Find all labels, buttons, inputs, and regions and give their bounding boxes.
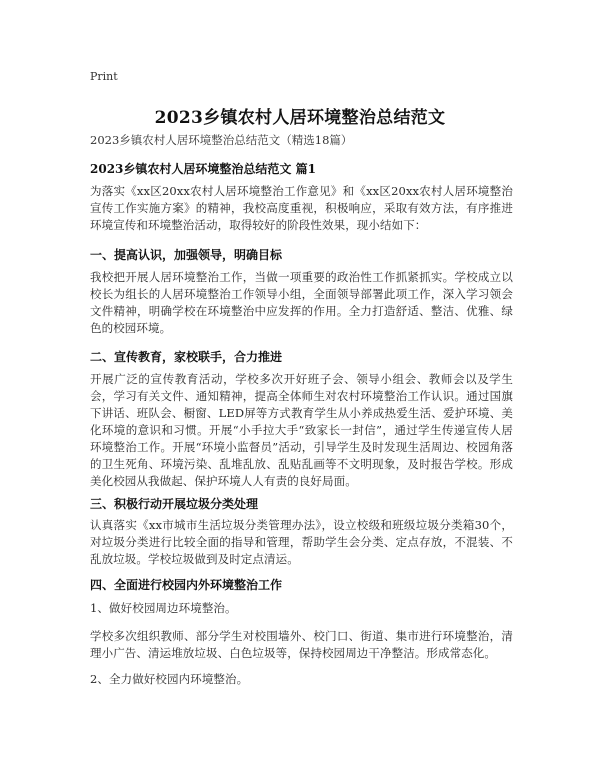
page-subtitle: 2023乡镇农村人居环境整治总结范文（精选18篇） bbox=[90, 133, 353, 147]
section-heading-4: 四、全面进行校园内外环境整治工作 bbox=[90, 578, 283, 592]
section-subheading-4-2: 2、全力做好校园内环境整治。 bbox=[90, 672, 249, 686]
section-body-4: 学校多次组织教师、部分学生对校围墙外、校门口、街道、集市进行环境整治，清理小广告、清运堆放垃圾、白色垃圾等，保持校园周边干净整洁。形成常态化。 bbox=[90, 629, 513, 660]
section-body-2: 开展广泛的宣传教育活动，学校多次开好班子会、领导小组会、教师会以及学生会，学习有关文件、通知精神，提高全体师生对农村环境整治工作认识。通过国旗下讲话、班队会、橱窗、LED屏等方式教育学生从小养成热爱生活、爱护环境、美化环境的意识和习惯。开展“小手拉大手“致家长一封信”，通过学生传递宣传人居环境整治工作。开展“环境小监督员”活动，引导学生及时发现生活周边、校园角落的卫生死角、环境污染、乱堆乱放、乱贴乱画等不文明现象，及时报告学校。形成美化校园从我做起、保护环境人人有责的良好局面。 bbox=[90, 372, 513, 488]
section-body-1: 我校把开展人居环境整治工作，当做一项重要的政治性工作抓紧抓实。学校成立以校长为组长的人居环境整治工作领导小组，全面领导部署此项工作，深入学习领会文件精神，明确学校在环境整治中应发挥的作用。全力打造舒适、整洁、优雅、绿色的校园环境。 bbox=[90, 270, 513, 335]
section-heading-1: 一、提高认识，加强领导，明确目标 bbox=[90, 248, 283, 262]
part-title: 2023乡镇农村人居环境整治总结范文 篇1 bbox=[90, 162, 316, 176]
section-heading-3: 三、积极行动开展垃圾分类处理 bbox=[90, 497, 259, 511]
print-link[interactable]: Print bbox=[90, 70, 118, 83]
section-heading-2: 二、宣传教育，家校联手，合力推进 bbox=[90, 350, 283, 364]
section-subheading-4-1: 1、做好校园周边环境整治。 bbox=[90, 601, 237, 615]
section-body-3: 认真落实《xx市城市生活垃圾分类管理办法》，设立校级和班级垃圾分类箱30个，对垃圾分类进行比较全面的指导和管理，帮助学生会分类、定点存放，不混装、不乱放垃圾。学校垃圾做到及时定点清运。 bbox=[90, 518, 513, 566]
page-title: 2023乡镇农村人居环境整治总结范文 bbox=[154, 108, 446, 128]
intro-paragraph: 为落实《xx区20xx农村人居环境整治工作意见》和《xx区20xx农村人居环境整治宣传工作实施方案》的精神，我校高度重视，积极响应，采取有效方法，有序推进环境宣传和环境整治活动，取得较好的阶段性效果，现小结如下： bbox=[90, 184, 513, 232]
